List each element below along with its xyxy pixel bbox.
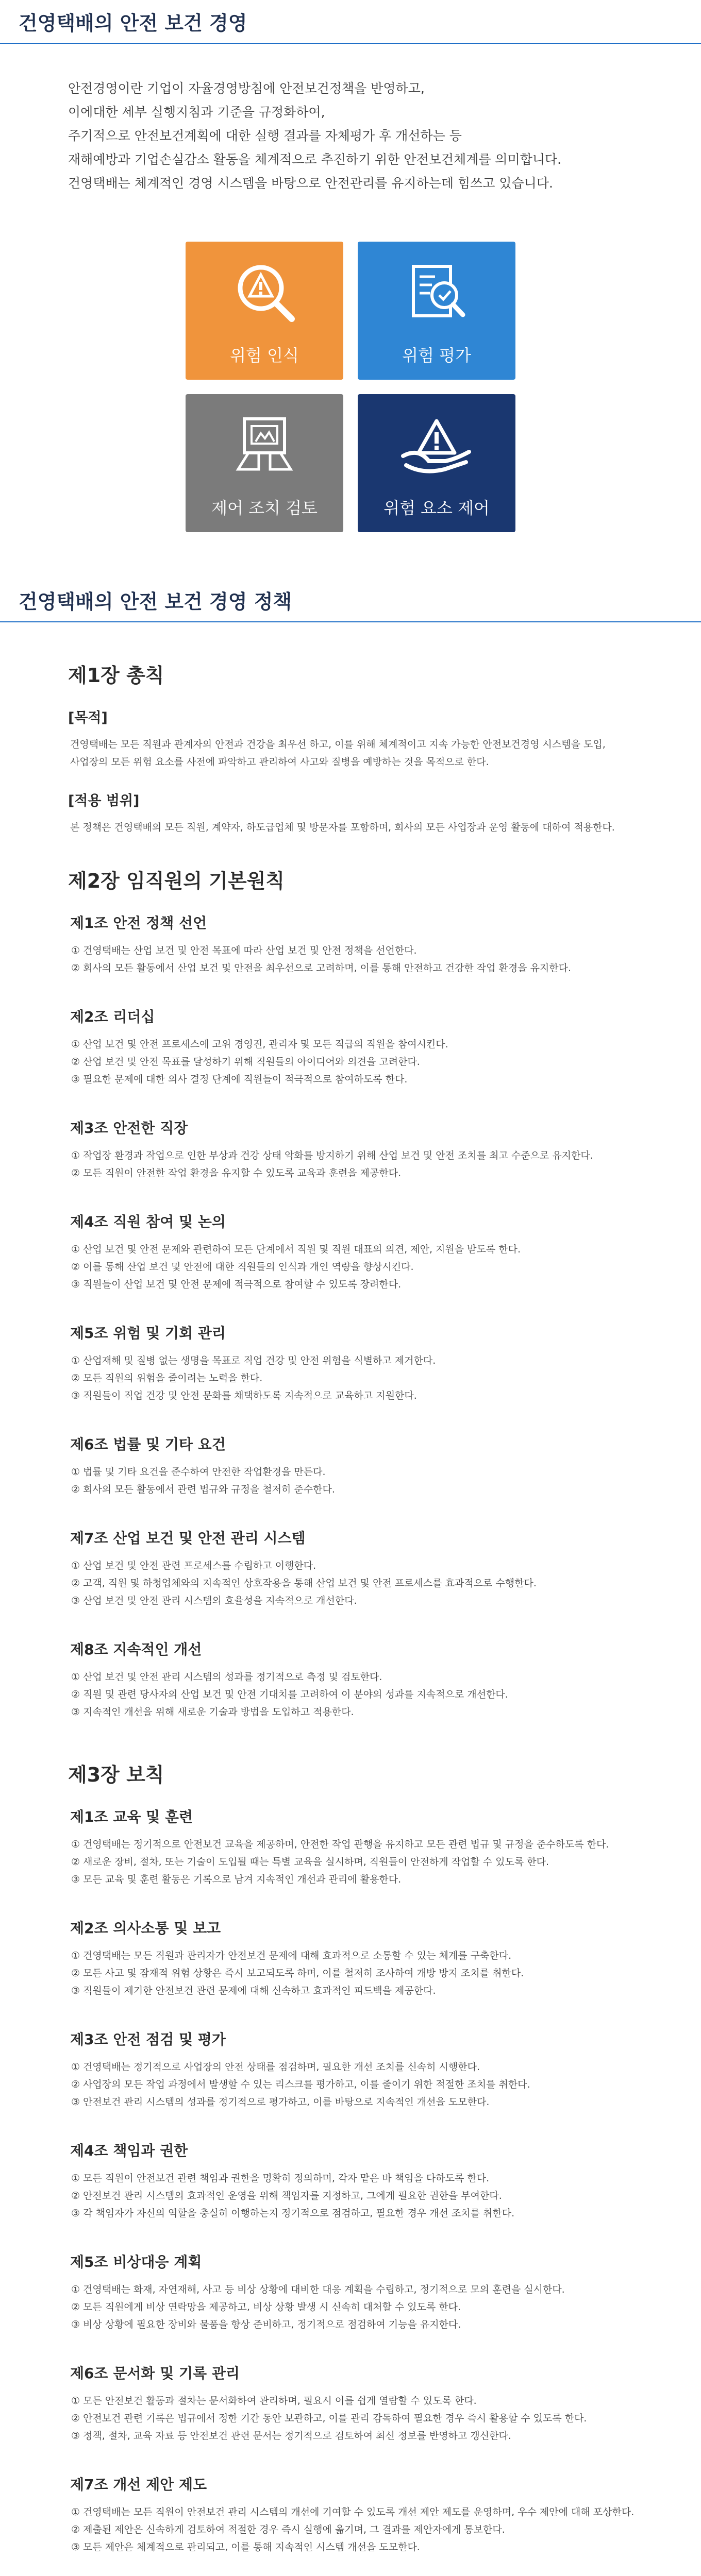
article-items <box>0 1241 701 1293</box>
article-item: ③ 비상 상황에 필요한 장비와 물품을 항상 준비하고, 정기적으로 점검하여 기능을 유지한다. <box>71 2319 461 2330</box>
chapter2-articles <box>0 912 701 1750</box>
article-items <box>0 1836 701 1888</box>
article-item: ① 건영택배는 산업 보건 및 안전 목표에 따라 산업 보건 및 안전 정책을 선언한다. <box>71 945 417 956</box>
control-review-icon <box>231 412 298 479</box>
risk-recognition-icon <box>231 259 298 326</box>
article-items <box>0 2392 701 2445</box>
article-item: ② 직원 및 관련 당사자의 산업 보건 및 안전 기대치를 고려하여 이 분야의 성과를 지속적으로 개선한다. <box>71 1689 508 1700</box>
article-items <box>0 1147 701 1182</box>
tile-label: 위험 평가 <box>402 346 471 365</box>
article-item: ② 안전보건 관련 기록은 법규에서 정한 기간 동안 보관하고, 이를 관리 감독하여 필요한 경우 즉시 활용할 수 있도록 한다. <box>71 2413 587 2424</box>
article-item: ① 산업 보건 및 안전 문제와 관련하여 모든 단계에서 직원 및 직원 대표의 의견, 제안, 지원을 받도록 한다. <box>71 1244 521 1255</box>
article-items <box>0 1947 701 1999</box>
tile-risk-recognition <box>186 242 343 380</box>
subheading-scope: [적용 범위] <box>68 793 140 809</box>
article-item: ② 모든 직원에게 비상 연락망을 제공하고, 비상 상황 발생 시 신속히 대처할 수 있도록 한다. <box>71 2301 461 2313</box>
article-item: ② 사업장의 모든 작업 과정에서 발생할 수 있는 리스크를 평가하고, 이를 줄이기 위한 적절한 조치를 취한다. <box>71 2079 530 2090</box>
article-items <box>0 1668 701 1721</box>
article-items <box>0 2058 701 2111</box>
article-item: ③ 모든 교육 및 훈련 활동은 기록으로 남겨 지속적인 개선과 관리에 활용한다. <box>71 1874 402 1885</box>
article-item: ③ 산업 보건 및 안전 관리 시스템의 효율성을 지속적으로 개선한다. <box>71 1595 357 1606</box>
subheading-purpose: [목적] <box>68 710 108 726</box>
article-item: ① 건영택배는 모든 직원이 안전보건 관리 시스템의 개선에 기여할 수 있도록 개선 제안 제도를 운영하며, 우수 제안에 대해 포상한다. <box>71 2506 635 2518</box>
article-item: ③ 직원들이 제기한 안전보건 관련 문제에 대해 신속하고 효과적인 피드백을 제공한다. <box>71 1985 436 1996</box>
article-item: ③ 안전보건 관리 시스템의 성과를 정기적으로 평가하고, 이를 바탕으로 지속적인 개선을 도모한다. <box>71 2096 490 2108</box>
article-item: ① 건영택배는 정기적으로 안전보건 교육을 제공하며, 안전한 작업 관행을 유지하고 모든 관련 법규 및 규정을 준수하도록 한다. <box>71 1839 609 1850</box>
article-item: ③ 직원들이 직업 건강 및 안전 문화를 채택하도록 지속적으로 교육하고 지원한다. <box>71 1390 417 1401</box>
article-title: 제4조 직원 참여 및 논의 <box>70 1213 226 1230</box>
article-title: 제7조 산업 보건 및 안전 관리 시스템 <box>70 1530 306 1547</box>
article-item: ② 회사의 모든 활동에서 관련 법규와 규정을 철저히 준수한다. <box>71 1484 335 1495</box>
intro-text <box>0 77 701 195</box>
chapter-title: 제1장 총칙 <box>68 664 164 687</box>
article-item: ② 이를 통해 산업 보건 및 안전에 대한 직원들의 인식과 개인 역량을 향상시킨다. <box>71 1261 414 1273</box>
article-items <box>0 1036 701 1088</box>
article-item: ① 산업 보건 및 안전 프로세스에 고위 경영진, 관리자 및 모든 직급의 직원을 참여시킨다. <box>71 1039 448 1050</box>
article-item: ② 안전보건 관리 시스템의 효과적인 운영을 위해 책임자를 지정하고, 그에게 필요한 권한을 부여한다. <box>71 2190 502 2201</box>
article-item: ① 산업 보건 및 안전 관련 프로세스를 수립하고 이행한다. <box>71 1560 316 1571</box>
chapter-title: 제3장 보칙 <box>68 1764 164 1786</box>
intro-line: 주기적으로 안전보건계획에 대한 실행 결과를 자체평가 후 개선하는 등 <box>68 128 462 143</box>
risk-assessment-icon <box>403 259 470 326</box>
article-title: 제3조 안전한 직장 <box>70 1120 188 1137</box>
risk-process-tiles <box>186 242 515 534</box>
article-item: ① 건영택배는 모든 직원과 관리자가 안전보건 문제에 대해 효과적으로 소통할 수 있는 체계를 구축한다. <box>71 1950 512 1961</box>
article-item: ① 모든 안전보건 활동과 절차는 문서화하여 관리하며, 필요시 이를 쉽게 열람할 수 있도록 한다. <box>71 2395 477 2406</box>
hazard-control-icon <box>398 412 475 479</box>
article-item: ② 새로운 장비, 절차, 또는 기술이 도입될 때는 특별 교육을 실시하며, 직원들이 안전하게 작업할 수 있도록 한다. <box>71 1856 549 1868</box>
article-item: ③ 정책, 절차, 교육 자료 등 안전보건 관련 문서는 정기적으로 검토하여 최신 정보를 반영하고 갱신한다. <box>71 2430 511 2442</box>
tile-hazard-control <box>358 394 515 532</box>
article-items <box>0 1557 701 1609</box>
chapter-title: 제2장 임직원의 기본원칙 <box>68 870 285 892</box>
article-item: ③ 모든 제안은 체계적으로 관리되고, 이를 통해 지속적인 시스템 개선을 도모한다. <box>71 2541 420 2553</box>
article-title: 제8조 지속적인 개선 <box>70 1641 202 1658</box>
section-title-policy: 건영택배의 안전 보건 경영 정책 <box>19 590 292 613</box>
chapter3-articles <box>0 1806 701 2576</box>
tile-label: 위험 요소 제어 <box>383 498 490 518</box>
article-item: ① 법률 및 기타 요건을 준수하여 안전한 작업환경을 만든다. <box>71 1466 326 1478</box>
article-item: ① 건영택배는 화재, 자연재해, 사고 등 비상 상황에 대비한 대응 계획을 수립하고, 정기적으로 모의 훈련을 실시한다. <box>71 2284 565 2295</box>
article-title: 제5조 위험 및 기회 관리 <box>70 1325 226 1342</box>
article-item: ② 모든 사고 및 잠재적 위험 상황은 즉시 보고되도록 하며, 이를 철저히 조사하여 개방 방지 조치를 취한다. <box>71 1968 524 1979</box>
section-title-management: 건영택배의 안전 보건 경영 <box>19 12 247 35</box>
article-item: ① 모든 직원이 안전보건 관련 책임과 권한을 명확히 정의하며, 각자 맡은 바 책임을 다하도록 한다. <box>71 2173 490 2184</box>
intro-line: 이에대한 세부 실행지침과 기준을 규정화하여, <box>68 105 325 120</box>
article-item: ③ 필요한 문제에 대한 의사 결정 단계에 직원들이 적극적으로 참여하도록 한다. <box>71 1074 408 1085</box>
tile-label: 위험 인식 <box>230 346 299 365</box>
article-title: 제4조 책임과 권한 <box>70 2142 188 2159</box>
article-title: 제1조 안전 정책 선언 <box>70 914 207 931</box>
article-item: ② 제출된 제안은 신속하게 검토하여 적절한 경우 즉시 실행에 옮기며, 그 결과를 제안자에게 통보한다. <box>71 2524 505 2535</box>
article-item: ② 모든 직원이 안전한 작업 환경을 유지할 수 있도록 교육과 훈련을 제공한다. <box>71 1167 402 1179</box>
article-items <box>0 1352 701 1404</box>
article-item: ① 산업재해 및 질병 없는 생명을 목표로 직업 건강 및 안전 위험을 식별하고 제거한다. <box>71 1355 436 1366</box>
article-item: ② 회사의 모든 활동에서 산업 보건 및 안전을 최우선으로 고려하며, 이를 통해 안전하고 건강한 작업 환경을 유지한다. <box>71 962 572 974</box>
article-item: ③ 직원들이 산업 보건 및 안전 문제에 적극적으로 참여할 수 있도록 장려한다. <box>71 1279 402 1290</box>
tile-control-review <box>186 394 343 532</box>
article-item: ① 작업장 환경과 작업으로 인한 부상과 건강 상태 악화를 방지하기 위해 산업 보건 및 안전 조치를 최고 수준으로 유지한다. <box>71 1150 593 1161</box>
article-item: ① 산업 보건 및 안전 관리 시스템의 성과를 정기적으로 측정 및 검토한다. <box>71 1671 382 1683</box>
purpose-text: 사업장의 모든 위험 요소를 사전에 파악하고 관리하여 사고와 질병을 예방하는 것을 목적으로 한다. <box>70 756 489 768</box>
tile-risk-assessment <box>358 242 515 380</box>
article-title: 제6조 문서화 및 기록 관리 <box>70 2365 240 2382</box>
intro-line: 건영택배는 체계적인 경영 시스템을 바탕으로 안전관리를 유지하는데 힘쓰고 있습니다. <box>68 176 553 191</box>
tile-label: 제어 조치 검토 <box>211 498 318 518</box>
article-item: ② 모든 직원의 위험을 줄이려는 노력을 한다. <box>71 1372 263 1384</box>
article-items <box>0 2281 701 2333</box>
purpose-text: 건영택배는 모든 직원과 관계자의 안전과 건강을 최우선 하고, 이를 위해 체계적이고 지속 가능한 안전보건경영 시스템을 도입, <box>70 739 606 750</box>
article-title: 제3조 안전 점검 및 평가 <box>70 2031 226 2048</box>
article-item: ③ 각 책임자가 자신의 역할을 충실히 이행하는지 정기적으로 점검하고, 필요한 경우 개선 조치를 취한다. <box>71 2208 515 2219</box>
article-items <box>0 2503 701 2556</box>
article-title: 제5조 비상대응 계획 <box>70 2253 202 2270</box>
article-item: ② 고객, 직원 및 하청업체와의 지속적인 상호작용을 통해 산업 보건 및 안전 프로세스를 효과적으로 수행한다. <box>71 1578 537 1589</box>
article-item: ① 건영택배는 정기적으로 사업장의 안전 상태를 점검하며, 필요한 개선 조치를 신속히 시행한다. <box>71 2061 480 2073</box>
article-title: 제2조 리더십 <box>70 1008 155 1025</box>
article-title: 제2조 의사소통 및 보고 <box>70 1920 221 1937</box>
article-title: 제7조 개선 제안 제도 <box>70 2476 207 2493</box>
article-title: 제6조 법률 및 기타 요건 <box>70 1436 226 1453</box>
intro-line: 재해예방과 기업손실감소 활동을 체계적으로 추진하기 위한 안전보건체계를 의미합니다. <box>68 152 562 167</box>
article-items <box>0 2170 701 2222</box>
scope-text: 본 정책은 건영택배의 모든 직원, 계약자, 하도급업체 및 방문자를 포함하며, 회사의 모든 사업장과 운영 활동에 대하여 적용한다. <box>70 822 615 833</box>
intro-line: 안전경영이란 기업이 자율경영방침에 안전보건정책을 반영하고, <box>68 81 425 96</box>
article-item: ③ 지속적인 개선을 위해 새로운 기술과 방법을 도입하고 적용한다. <box>71 1706 354 1718</box>
article-items <box>0 1463 701 1498</box>
article-item: ② 산업 보건 및 안전 목표를 달성하기 위해 직원들의 아이디어와 의견을 고려한다. <box>71 1056 420 1067</box>
article-title: 제1조 교육 및 훈련 <box>70 1808 193 1825</box>
article-items <box>0 942 701 977</box>
